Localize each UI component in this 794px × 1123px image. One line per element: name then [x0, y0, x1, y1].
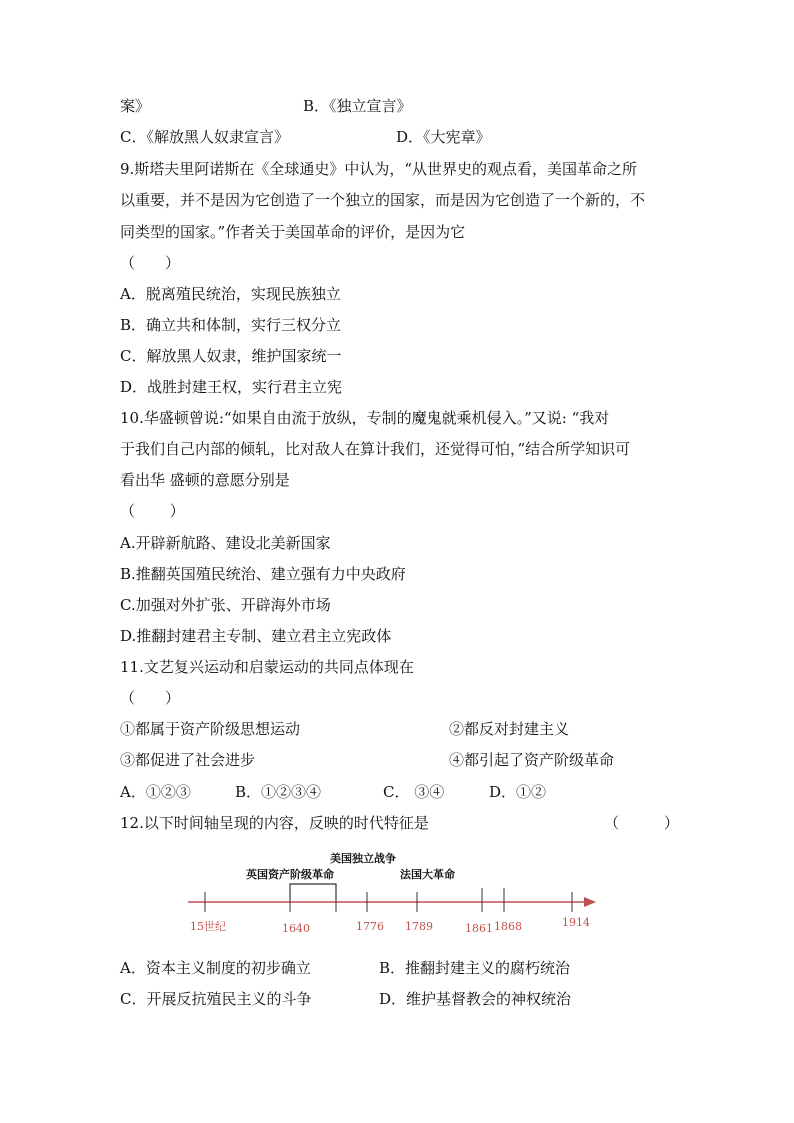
q8-option-d: D．《大宪章》: [396, 128, 491, 146]
q12-option-a: A．资本主义制度的初步确立: [120, 959, 311, 977]
tick-label-1640: 1640: [282, 922, 310, 935]
tick-label-1776: 1776: [356, 920, 384, 933]
q9-stem-line3: 同类型的国家。”作者关于美国革命的评价，是因为它: [120, 223, 466, 241]
english-revolution-bracket: [290, 884, 336, 900]
q10-answer-paren: （ ）: [120, 502, 185, 520]
q10-stem-line2: 于我们自己内部的倾轧，比对敌人在算计我们，还觉得可怕，”结合所学知识可: [120, 440, 631, 458]
q11-item-4: ④都引起了资产阶级革命: [449, 751, 615, 769]
q12-option-d: D．维护基督教会的神权统治: [379, 990, 572, 1008]
q10-stem-line1: 10.华盛顿曾说:“如果自由流于放纵，专制的魔鬼就乘机侵入。”又说: “我对: [120, 409, 610, 427]
q12-option-b: B．推翻封建主义的腐朽统治: [379, 959, 571, 977]
q11-answer-paren: （ ）: [120, 689, 181, 707]
q9-option-c: C．解放黑人奴隶，维护国家统一: [120, 347, 342, 365]
q11-option-b: B．①②③④: [235, 783, 322, 801]
q11-stem: 11.文艺复兴运动和启蒙运动的共同点体现在: [120, 658, 414, 676]
q9-option-d: D．战胜封建王权，实行君主立宪: [120, 378, 343, 396]
q12-answer-paren: （ ）: [604, 814, 680, 832]
q12-stem: 12.以下时间轴呈现的内容，反映的时代特征是: [120, 814, 429, 832]
q8-option-b: B．《独立宣言》: [303, 97, 412, 115]
q9-stem-line1: 9.斯塔夫里阿诺斯在《全球通史》中认为，“从世界史的观点看，美国革命之所: [120, 160, 637, 178]
q10-stem-line3: 看出华 盛顿的意愿分别是: [120, 471, 290, 489]
q10-option-d: D.推翻封建君主专制、建立君主立宪政体: [120, 627, 392, 645]
event-english-revolution: 英国资产阶级革命: [246, 868, 334, 881]
q11-item-1: ①都属于资产阶级思想运动: [120, 720, 301, 738]
q8-option-c: C．《解放黑人奴隶宣言》: [120, 128, 289, 146]
tick-label-1868: 1868: [494, 920, 522, 933]
q9-option-b: B．确立共和体制，实行三权分立: [120, 316, 342, 334]
tick-label-1914: 1914: [562, 916, 590, 929]
timeline-arrow-icon: [584, 897, 596, 907]
q11-option-c: C． ③④: [383, 783, 445, 801]
q11-item-2: ②都反对封建主义: [449, 720, 570, 738]
q10-option-b: B.推翻英国殖民统治、建立强有力中央政府: [120, 565, 406, 583]
tick-label-15th-century: 15世纪: [190, 920, 226, 933]
q11-option-a: A．①②③: [120, 783, 191, 801]
q8-option-a-tail: 案》: [120, 97, 151, 115]
q9-stem-line2: 以重要，并不是因为它创造了一个独立的国家，而是因为它创造了一个新的，不: [120, 191, 646, 209]
event-american-war: 美国独立战争: [330, 852, 396, 865]
tick-label-1789: 1789: [405, 920, 433, 933]
q10-option-a: A.开辟新航路、建设北美新国家: [120, 534, 331, 552]
q9-option-a: A．脱离殖民统治，实现民族独立: [120, 285, 341, 303]
timeline-figure: [186, 848, 606, 948]
q11-item-3: ③都促进了社会进步: [120, 751, 256, 769]
tick-label-1861: 1861: [465, 922, 493, 935]
q10-option-c: C.加强对外扩张、开辟海外市场: [120, 596, 331, 614]
q9-answer-paren: （ ）: [120, 254, 181, 272]
q11-option-d: D．①②: [489, 783, 547, 801]
q12-option-c: C．开展反抗殖民主义的斗争: [120, 990, 312, 1008]
event-french-revolution: 法国大革命: [400, 868, 455, 881]
